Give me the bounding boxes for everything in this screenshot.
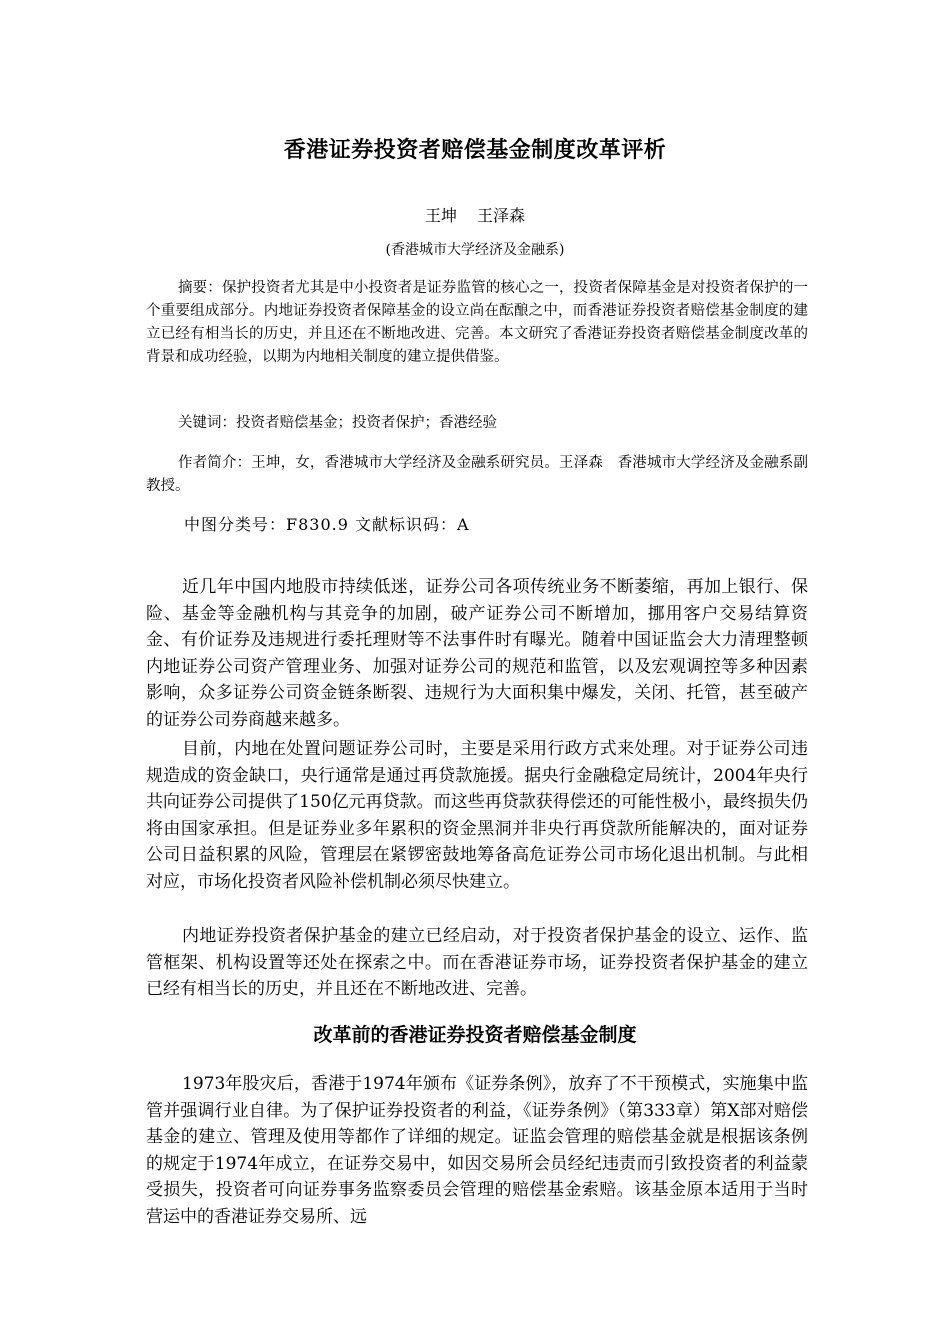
body-paragraph: 1973年股灾后，香港于1974年颁布《证券条例》，放弃了不干预模式，实施集中监管并强调行业自律。为了保护证券投资者的利益，《证券条例》（第333章）第Ⅹ部对赔偿基金的建立、管理及使用等都作了详细的规定。证监会管理的赔偿基金就是根据该条例的规定于1974年成立，在证券交易中，如因交易所会员经纪违责而引致投资者的利益蒙受损失，投资者可向证券事务监察委员会管理的赔偿基金索赔。该基金原本适用于当时营运中的香港证券交易所、远: [146, 1074, 808, 1227]
body-paragraph: 近几年中国内地股市持续低迷，证券公司各项传统业务不断萎缩，再加上银行、保险、基金等金融机构与其竞争的加剧，破产证券公司不断增加，挪用客户交易结算资金、有价证券及违规进行委托理财等不法事件时有曝光。随着中国证监会大力清理整顿内地证券公司资产管理业务、加强对证券公司的规范和监管，以及宏观调控等多种因素影响，众多证券公司资金链条断裂、违规行为大面积集中爆发，关闭、托管，甚至破产的证券公司券商越来越多。: [146, 577, 808, 730]
classification-codes: 中图分类号：F830.9 文献标识码：A: [184, 515, 470, 534]
author-name: 王坤: [424, 206, 457, 225]
author-affiliation: (香港城市大学经济及金融系): [385, 242, 565, 258]
body-paragraph: 目前，内地在处置问题证券公司时，主要是采用行政方式来处理。对于证券公司违规造成的资金缺口，央行通常是通过再贷款施援。据央行金融稳定局统计，2004年央行共向证券公司提供了150亿元再贷款。而这些再贷款获得偿还的可能性极小，最终损失仍将由国家承担。但是证券业多年累积的资金黑洞并非央行再贷款所能解决的，面对证券公司日益积累的风险，管理层在紧锣密鼓地筹备高危证券公司市场化退出机制。与此相对应，市场化投资者风险补偿机制必须尽快建立。: [146, 739, 808, 892]
author-list: [0, 203, 950, 226]
keywords: 关键词：投资者赔偿基金；投资者保护；香港经验: [178, 415, 497, 431]
paper-title: 香港证券投资者赔偿基金制度改革评析: [283, 137, 667, 163]
abstract: 摘要：保护投资者尤其是中小投资者是证券监管的核心之一，投资者保障基金是对投资者保护的一个重要组成部分。内地证券投资者保障基金的设立尚在酝酿之中，而香港证券投资者赔偿基金制度的建立已经有相当长的历史，并且还在不断地改进、完善。本文研究了香港证券投资者赔偿基金制度改革的背景和成功经验，以期为内地相关制度的建立提供借鉴。: [146, 280, 808, 365]
author-name: 王泽森: [477, 206, 526, 225]
author-introduction: 作者简介：王坤，女，香港城市大学经济及金融系研究员。王泽森 香港城市大学经济及金融系副教授。: [146, 455, 808, 494]
section-heading: 改革前的香港证券投资者赔偿基金制度: [313, 1024, 637, 1046]
body-paragraph: 内地证券投资者保护基金的建立已经启动，对于投资者保护基金的设立、运作、监管框架、机构设置等还处在探索之中。而在香港证券市场，证券投资者保护基金的建立已经有相当长的历史，并且还在不断地改进、完善。: [146, 926, 808, 999]
